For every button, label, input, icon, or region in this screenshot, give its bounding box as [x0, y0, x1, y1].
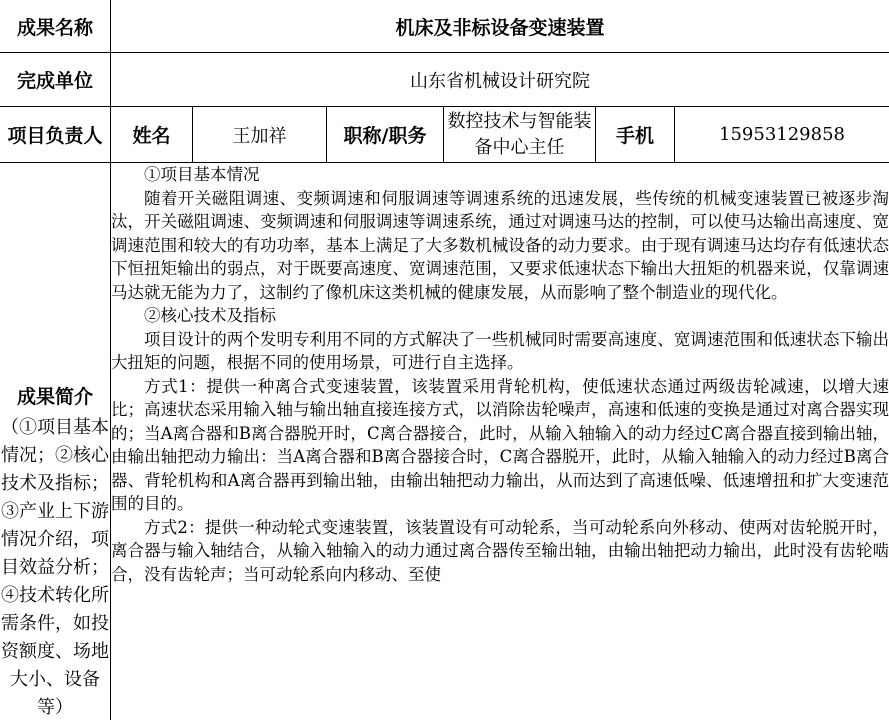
result-name-label: 成果名称 [0, 0, 111, 53]
row-result-name [0, 0, 889, 53]
summary-side-cell [0, 163, 111, 720]
phone-value: 15953129858 [675, 107, 889, 163]
section-heading-basic: ①项目基本情况 [144, 165, 260, 184]
section-heading-core: ②核心技术及指标 [144, 306, 276, 325]
summary-content [111, 163, 889, 720]
name-value: 王加祥 [193, 107, 327, 163]
row-leader [0, 107, 889, 163]
summary-label: 成果简介 [16, 385, 93, 408]
paragraph-method-1: 方式1：提供一种离合式变速装置，该装置采用背轮机构，使低速状态通过两级齿轮减速，以增大速比；高速状态采用输入轴与输出轴直接连接方式，以消除齿轮噪声，高速和低速的变换是通过对离合器实现的；当A离合器和B离合器脱开时，C离合器接合，此时，从输入轴输入的动力经过C离合器直接到输出轴，由输出轴把动力输出：当A离合器和B离合器接合时，C离合器脱开，此时，从输入轴输入的动力经过B离合器、背轮机构和A离合器再到输出轴，由输出轴把动力输出，从而达到了高速低噪、低速增扭和扩大变速范围的目的。 [111, 376, 889, 513]
title-label: 职称/职务 [327, 107, 444, 163]
phone-label: 手机 [596, 107, 675, 163]
title-value: 数控技术与智能装备中心主任 [444, 107, 596, 163]
result-name-value: 机床及非标设备变速装置 [111, 0, 889, 53]
leader-label: 项目负责人 [0, 107, 111, 163]
unit-value: 山东省机械设计研究院 [111, 53, 889, 107]
row-unit [0, 53, 889, 107]
summary-note: （①项目基本情况；②核心技术及指标；③产业上下游情况介绍，项目效益分析；④技术转化所需条件，如投资额度、场地大小、设备等） [1, 416, 109, 718]
unit-label: 完成单位 [0, 53, 111, 107]
name-label: 姓名 [111, 107, 193, 163]
paragraph-method-2: 方式2：提供一种动轮式变速装置，该装置设有可动轮系，当可动轮系向外移动、使两对齿轮脱开时，离合器与输入轴结合，从输入轴输入的动力通过离合器传至输出轴，由输出轴把动力输出，此时没有齿轮啮合，没有齿轮声；当可动轮系向内移动、至使 [111, 517, 889, 584]
row-summary [0, 163, 889, 720]
paragraph-background: 随着开关磁阻调速、变频调速和伺服调速等调速系统的迅速发展，些传统的机械变速装置已被逐步淘汰，开关磁阻调速、变频调速和伺服调速等调速系统，通过对调速马达的控制，可以使马达输出高速度、宽调速范围和较大的有功功率，基本上满足了大多数机械设备的动力要求。由于现有调速马达均存有低速状态下恒扭矩输出的弱点，对于既要高速度、宽调速范围，又要求低速状态下输出大扭矩的机器来说，仅靠调速马达就无能为力了，这制约了像机床这类机械的健康发展，从而影响了整个制造业的现代化。 [111, 188, 889, 302]
paragraph-core-intro: 项目设计的两个发明专利用不同的方式解决了一些机械同时需要高速度、宽调速范围和低速状态下输出大扭矩的问题，根据不同的使用场景，可进行自主选择。 [111, 329, 889, 372]
